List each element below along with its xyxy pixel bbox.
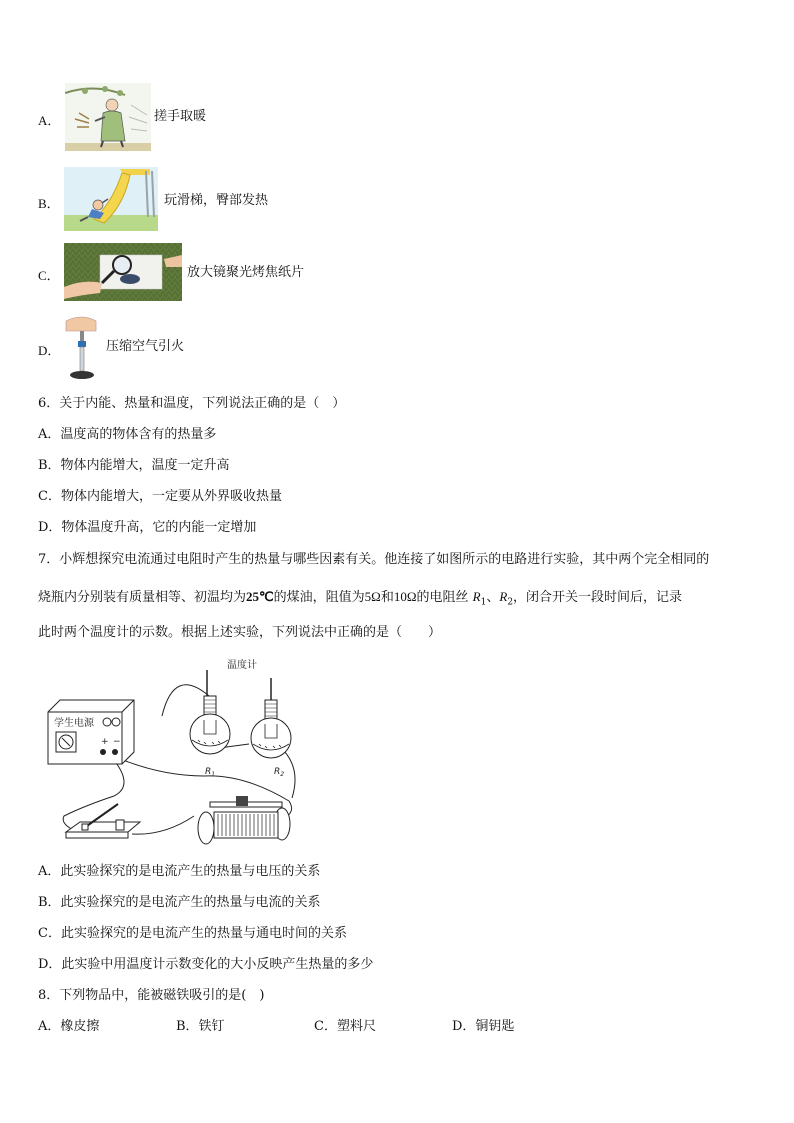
flask-r2 (251, 678, 291, 778)
magnifier-burning-paper-picture (64, 243, 182, 301)
q7-line2-part-d: ，闭合开关一段时间后，记录 (513, 590, 683, 605)
thermometer-label: 温度计 (227, 660, 257, 671)
q8-option-b: B．铁钉 (176, 1019, 225, 1034)
q7-circuit-figure (44, 656, 314, 848)
q5-option-a-text: 搓手取暖 (154, 109, 207, 124)
man-rubbing-hands-picture (65, 83, 151, 151)
child-on-slide-picture (64, 167, 158, 231)
q8-option-c: C．塑料尺 (314, 1019, 376, 1034)
q5-option-d-text: 压缩空气引火 (106, 339, 185, 354)
q7-option-a: A．此实验探究的是电流产生的热量与电压的关系 (38, 864, 321, 879)
q7-option-b: B．此实验探究的是电流产生的热量与电流的关系 (38, 895, 321, 910)
q7-r2-subscript: 2 (507, 597, 514, 608)
q7-r1-symbol: R (472, 589, 481, 604)
q8-option-a: A．橡皮擦 (38, 1019, 100, 1034)
q6-option-b: B．物体内能增大，温度一定升高 (38, 458, 230, 473)
q7-stem-line2 (38, 589, 682, 611)
power-supply (48, 700, 134, 764)
flask-r1-label: $R_1$ (205, 767, 216, 778)
q8-option-d: D．铜钥匙 (452, 1019, 515, 1034)
q6-stem: 6．关于内能、热量和温度，下列说法正确的是（ ） (38, 396, 346, 411)
q5-option-d-letter: D． (38, 343, 61, 358)
flask-r1 (190, 670, 230, 778)
q7-r1-value: 5Ω (364, 589, 381, 604)
power-supply-minus: − (113, 737, 121, 747)
q6-option-a: A．温度高的物体含有的热量多 (38, 427, 217, 442)
q7-stem-line3: 此时两个温度计的示数。根据上述实验，下列说法中正确的是（ ） (38, 625, 442, 640)
rheostat (198, 796, 290, 844)
q7-line2-part-a: 烧瓶内分别装有质量相等、初温均为 (38, 590, 247, 605)
q7-line2-part-c: 的电阻丝 (416, 590, 469, 605)
q6-option-c: C．物体内能增大，一定要从外界吸收热量 (38, 489, 282, 504)
power-supply-label: 学生电源 (54, 718, 94, 729)
q6-option-d: D．物体温度升高，它的内能一定增加 (38, 520, 257, 535)
q7-r2-value: 10Ω (393, 589, 417, 604)
power-supply-plus: + (101, 737, 109, 747)
q7-separator: 、 (486, 590, 500, 605)
q7-option-c: C．此实验探究的是电流产生的热量与通电时间的关系 (38, 926, 347, 941)
q7-r1-subscript: 1 (480, 597, 487, 608)
q7-line2-part-b: 的煤油，阻值为 (273, 590, 365, 605)
q5-option-b-letter: B． (38, 196, 60, 211)
q7-line2-and: 和 (380, 590, 394, 605)
q5-option-c-letter: C． (38, 268, 60, 283)
q5-option-a-letter: A． (38, 113, 61, 128)
q7-option-d: D．此实验中用温度计示数变化的大小反映产生热量的多少 (38, 957, 374, 972)
q5-option-c-text: 放大镜聚光烤焦纸片 (187, 265, 305, 280)
q7-stem-line1: 7．小辉想探究电流通过电阻时产生的热量与哪些因素有关。他连接了如图所示的电路进行实验，其中两个完全相同的 (38, 552, 710, 567)
q7-r2-symbol: R (499, 589, 508, 604)
q7-initial-temperature: 25℃ (246, 589, 274, 604)
air-compression-igniter-picture (62, 313, 102, 381)
flask-r2-label: $R_2$ (274, 767, 285, 778)
q5-option-b-text: 玩滑梯，臀部发热 (164, 193, 269, 208)
q8-stem: 8．下列物品中，能被磁铁吸引的是( ) (38, 988, 265, 1003)
switch (66, 804, 140, 838)
